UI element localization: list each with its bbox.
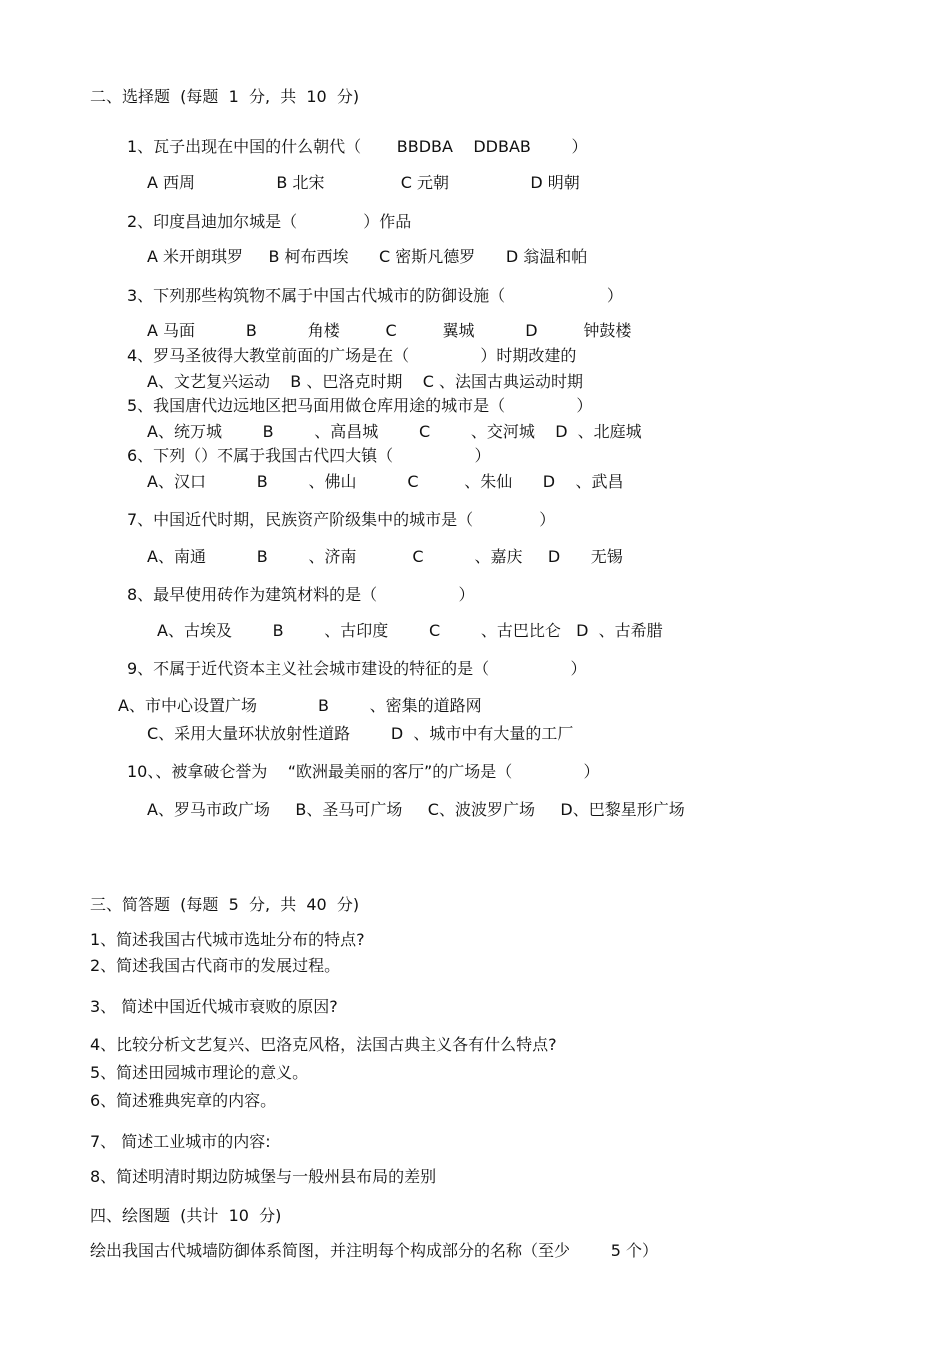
exam-line: 3、 简述中国近代城市衰败的原因? (90, 997, 338, 1016)
exam-line: 2、简述我国古代商市的发展过程。 (90, 956, 341, 975)
exam-line: 2、印度昌迪加尔城是（ ）作品 (127, 212, 412, 231)
exam-line: A 马面 B 角楼 C 翼城 D 钟鼓楼 (147, 321, 632, 340)
exam-line: 4、罗马圣彼得大教堂前面的广场是在（ ）时期改建的 (127, 346, 577, 365)
exam-line: A、文艺复兴运动 B 、巴洛克时期 C 、法国古典运动时期 (147, 372, 583, 391)
exam-line: A、罗马市政广场 B、圣马可广场 C、波波罗广场 D、巴黎星形广场 (147, 800, 685, 819)
exam-line: 8、最早使用砖作为建筑材料的是（ ） (127, 585, 475, 604)
exam-line: A 米开朗琪罗 B 柯布西埃 C 密斯凡德罗 D 翁温和帕 (147, 247, 588, 266)
exam-line: 6、简述雅典宪章的内容。 (90, 1091, 277, 1110)
exam-line: 10、、被拿破仑誉为 “欧洲最美丽的客厅”的广场是（ ） (127, 762, 600, 781)
exam-line: 7、中国近代时期，民族资产阶级集中的城市是（ ） (127, 510, 556, 529)
exam-line: A、古埃及 B 、古印度 C 、古巴比仑 D 、古希腊 (157, 621, 663, 640)
section-2-heading: 二、选择题 (每题 1 分, 共 10 分) (90, 87, 360, 106)
exam-line: 4、比较分析文艺复兴、巴洛克风格，法国古典主义各有什么特点? (90, 1035, 557, 1054)
exam-line: 8、简述明清时期边防城堡与一般州县布局的差别 (90, 1167, 437, 1186)
exam-line: A 西周 B 北宋 C 元朝 D 明朝 (147, 173, 580, 192)
section-3-heading: 三、简答题 (每题 5 分, 共 40 分) (90, 895, 360, 914)
exam-line: A、南通 B 、济南 C 、嘉庆 D 无锡 (147, 547, 623, 566)
exam-line: 1、简述我国古代城市选址分布的特点? (90, 930, 365, 949)
exam-line: 5、简述田园城市理论的意义。 (90, 1063, 309, 1082)
exam-line: C、采用大量环状放射性道路 D 、城市中有大量的工厂 (147, 724, 574, 743)
exam-line: 9、不属于近代资本主义社会城市建设的特征的是（ ） (127, 659, 587, 678)
exam-line: 5、我国唐代边远地区把马面用做仓库用途的城市是（ ） (127, 396, 593, 415)
exam-line: A、汉口 B 、佛山 C 、朱仙 D 、武昌 (147, 472, 624, 491)
exam-line: 6、下列（）不属于我国古代四大镇（ ） (127, 446, 491, 465)
drawing-question: 绘出我国古代城墙防御体系简图，并注明每个构成部分的名称（至少 5 个） (90, 1241, 658, 1260)
exam-line: 1、瓦子出现在中国的什么朝代（ BBDBA DDBAB ） (127, 137, 588, 156)
section-4-heading: 四、绘图题 (共计 10 分) (90, 1206, 282, 1225)
exam-line: A、统万城 B 、高昌城 C 、交河城 D 、北庭城 (147, 422, 642, 441)
exam-line: 7、 简述工业城市的内容: (90, 1132, 271, 1151)
exam-line: A、市中心设置广场 B 、密集的道路网 (118, 696, 482, 715)
exam-line: 3、下列那些构筑物不属于中国古代城市的防御设施（ ） (127, 286, 623, 305)
